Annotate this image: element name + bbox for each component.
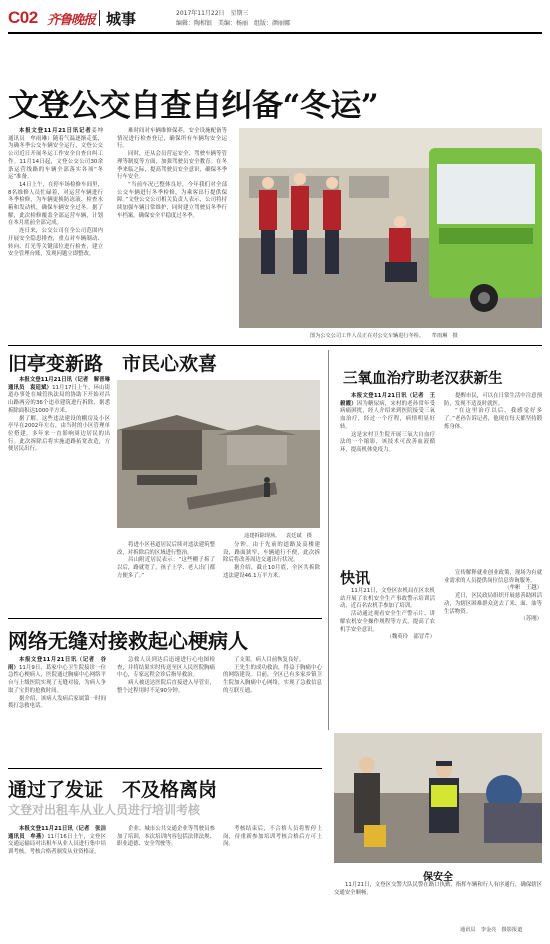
lead-caption-credit: 牟雨琳 摄: [431, 333, 458, 339]
baoan-photo-svg: [334, 733, 542, 863]
fazheng-subhead: 文登对出租车从业人员进行培训考核: [8, 803, 201, 817]
jiuting-col1: [8, 377, 116, 602]
lead-col2: [117, 128, 227, 338]
jiuting-photo-caption: [244, 532, 312, 539]
fazheng-col2: [117, 826, 215, 938]
sanyang-col2-p2: “在这里治疗以后，我感觉好多了。”老孙告诉记者，他现在每天都坚持锻炼身体。: [444, 408, 542, 430]
fazheng-col3: [223, 826, 322, 938]
network-col3-p1: 了支架，病人目前恢复良好。: [234, 657, 305, 663]
fazheng-col3-p1: 考核结束后，不合格人员将暂停上岗，待重新参加培训考核合格后方可上岗。: [223, 826, 322, 848]
mid-rule: [8, 618, 322, 619]
kuaixun-col2: [444, 570, 542, 726]
sanyang-headline: 三氧血治疗助老汉获新生: [343, 370, 503, 387]
lead-col1: [8, 128, 109, 338]
editor-line: 编辑：陶相银 美编：杨丽 组版：颜丽娜: [176, 20, 291, 27]
jiuting-col3-p1: 分钟。由于先前的道路及高楼建设，路面狭窄，车辆通行不便，此次拆除后将改善周边交通出行状况。: [223, 542, 320, 564]
date-line: 2017年11月22日 星期三: [176, 10, 249, 17]
jiuting-col1-p2: 据了解，这些违法建设的棚房及小区亭早在2002年左右，由当时的小区管理单位搭建，多年来一直影响周边居民的出行。此次拆除后将实施道路拓宽改造，方便居民出行。: [8, 415, 110, 453]
network-col3-p2: 王先生的成功救治，得益于胸痛中心的网络建设。目前，全区已有多家乡镇卫生院加入胸痛中心网络，实现了急救信息的互联互通。: [223, 664, 322, 694]
lead-col2-p3: “当前车况已整体良好，今年我们对全部公交车辆进行冬季检修，为乘客出行提供保障。”文登公交公司相关负责人表示，公司将持续加强车辆日常维护，同时建立驾驶员冬季行车档案，确保安全平稳度过冬季。: [117, 181, 227, 219]
jiuting-col1-p1: 11月17日上午，环山街道办事处在城管执法局的协助下开始对昌山路两旁的36个违章建筑进行拆除，据悉拆除面积达1000平方米。: [8, 384, 110, 414]
jiuting-col2-p1: 将进小区巷道居民后续对违法建筑整改，对拆除后的区域进行整治。: [117, 542, 215, 556]
lead-col2-p2: 同时，还从会员营运安全、驾驶车辆等管理等制度等方面，加强驾驶员安全教育。在冬季来临之际，提高驾驶员安全意识，确保冬季行车安全。: [117, 151, 227, 181]
kuaixun-col2-credit: （牟彬 王越）: [504, 585, 542, 592]
sanyang-col1: [340, 393, 435, 553]
sanyang-col2: [444, 393, 542, 553]
jiuting-photo-svg: [117, 380, 320, 528]
network-byline: 本报文登11月21日讯（记者 谷雨）: [8, 657, 106, 671]
jiuting-col2: [117, 542, 215, 612]
jiuting-headline: 旧亭变新路 市民心欢喜: [8, 353, 218, 375]
kuaixun-col1: [340, 588, 435, 726]
fazheng-byline: 本报文登11月21日讯（记者 张洁 通讯员 牟燕）: [8, 826, 112, 840]
lead-col1-p2: 14日上午，在停车场检修车间里，8名维修人员忙碌着，对运营车辆进行冬季检修，为车辆更换防冻液、检查水箱和发动机，确保车辆安全过冬。据了解，此次检修覆盖全部运营车辆，计划在本月底前全部完成。: [8, 181, 103, 227]
jiuting-byline: 本报文登11月21日讯（记者 解晋琳 通讯员 袁廷斌）: [8, 377, 116, 391]
lower-rule: [8, 768, 322, 769]
divider-bar: [99, 10, 100, 26]
kuaixun-col1-p1: 11月21日，文登区农机局在区农机站开展了农机安全生产事故警示培训活动，近百名农机手参加了培训。: [340, 588, 435, 610]
lead-photo-caption: [310, 332, 458, 339]
sanyang-byline: 本报文登11月21日讯（记者 王毅霞）: [340, 393, 435, 407]
jiuting-col3-p2: 据介绍，截止10月底，全区共拆除违法建设46.1万平方米。: [223, 565, 320, 579]
fazheng-col2-p1: 企业、城市公共交通企业等驾驶员参加了培训，本次培训内容包括法律法规、职业道德、安全驾驶等。: [117, 826, 215, 848]
kuaixun-col1-credit: （魏英玲 邵冒芹）: [386, 634, 435, 641]
fazheng-headline: 通过了发证 不及格离岗: [8, 779, 218, 801]
paper-logo: 齐鲁晚报: [47, 13, 96, 28]
lead-bottom-rule: [8, 345, 542, 346]
lead-photo-svg: [239, 128, 542, 328]
baoan-photo: [334, 733, 542, 863]
fazheng-col1-p1: 11月16日上午，文登区交通运输局对出租车从业人员进行集中培训考核，考核合格者颁发从业资格证。: [8, 833, 106, 856]
network-col1-p1: 11月9日，葛家中心卫生院接诊一位急性心梗病人，医院通过胸痛中心网络平台与上级医院实现了无缝对接，为病人争取了宝贵的抢救时间。: [8, 664, 106, 694]
baoan-credit: 通讯员 李金亮 摄影报道: [460, 927, 523, 933]
lead-caption-text: 图为公交公司工作人员正在对公交车辆进行冬检。: [310, 333, 425, 339]
section-title: 城事: [106, 10, 137, 28]
lead-col2-p1: 难时间对车辆维修保养，安全设施配备等情况进行检查登记，确保所有车辆均安全运行。: [117, 128, 227, 150]
network-col3: [223, 657, 322, 765]
kuaixun-col2-p1: 宣传解释就业创业政策，现场为有就业需求的人员提供岗位信息咨询服务。: [444, 570, 542, 584]
sanyang-col1-p1: 因为糖尿病，宋村的老孙常年受病痛困扰，经人介绍来到医院接受三氧血治疗，经过一个疗程，病情明显好转。: [340, 400, 435, 430]
lead-headline: 文登公交自查自纠备“冬运”: [8, 88, 379, 124]
network-col2-p2: 病人被送达医院后直接进入导管室，整个过程用时不足90分钟。: [117, 680, 215, 694]
fazheng-col1: [8, 826, 112, 938]
jiuting-photo: [117, 380, 320, 528]
network-col1-p2: 据介绍，该病人发病后家属第一时间拨打急救电话。: [8, 695, 106, 710]
network-col1: [8, 657, 106, 765]
masthead: [0, 0, 550, 32]
page-number: C02: [8, 8, 38, 27]
jiuting-col2-p2: 昌山附近居民表示：“这些棚子拆了以后，路就宽了，孩子上学、老人出门都方便多了。”: [117, 557, 215, 579]
network-col2-p1: 急救人员到达后迅速进行心电图检查，并将结果实时传送至区人民医院胸痛中心，专家远程会诊后指导救治。: [117, 657, 215, 679]
jiuting-caption-credit: 袁廷斌 摄: [285, 533, 312, 539]
kuaixun-col2-credit2: （苏刚）: [520, 616, 542, 623]
lead-byline: 本报文登11月21日讯记者: [19, 128, 92, 134]
jiuting-caption-text: 违建拆除现场。: [244, 533, 281, 539]
network-headline: 网络无缝对接救起心梗病人: [8, 629, 248, 653]
kuaixun-col2-p2: 近日，区民政局组织开展慈善助困活动，为辖区困难群众送去了米、面、油等生活物资。: [444, 593, 542, 615]
lead-col1-p3: 连日来，公交公司在全公司范围内开展安全隐患排查，重点对车辆制动、转向、灯光等关键部位进行检查，建立安全管理台账，发现问题立即整改。: [8, 228, 103, 258]
baoan-caption-text: 11月21日，文登区交警大队民警在路口执勤，指挥车辆和行人有序通行，确保辖区交通安全顺畅。: [334, 882, 543, 896]
kuaixun-headline: 快讯: [340, 569, 371, 587]
baoan-caption: [334, 882, 542, 920]
sanyang-col1-p2: 这是宋村卫生院开展三氧大自血疗法的一个缩影，该技术可改善血液循环，提高机体免疫力。: [340, 431, 435, 453]
sanyang-col2-p1: 提醒市民，可以在日常生活中注意预防，发现不适及时就医。: [444, 393, 542, 407]
masthead-rule: [8, 32, 542, 34]
jiuting-col3: [223, 542, 320, 612]
network-col2: [117, 657, 215, 765]
lead-photo: [239, 128, 542, 328]
baoan-title: 保安全: [423, 872, 453, 883]
lead-col1-p1: 姜坤 通讯员 牟雨琳）随着气温逐渐走低，为确冬季公交车辆安全运行，文登公交公司近日开展冬运工作安全自查自纠工作。11月14日起，文登公交公司30余条运营线路的车辆全部落实各项“冬运”准备。: [8, 128, 109, 181]
vertical-rule: [328, 350, 329, 730]
kuaixun-col1-p2: 活动通过观看安全生产警示片、讲解农机安全操作规程等方式，提高了农机手安全意识。: [340, 611, 435, 633]
